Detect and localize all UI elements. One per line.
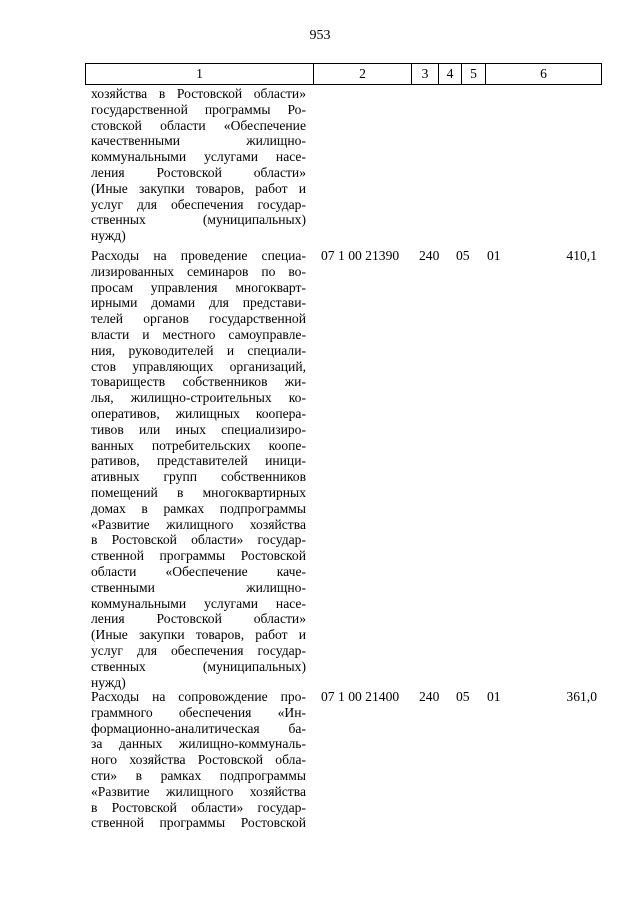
cell-expense-type: 240 [419,689,440,704]
text-line: Расходы на проведение специа- [91,248,306,263]
text-line: ственных (муниципальных) [91,658,306,674]
text-line: хозяйства в Ростовской области» [91,86,306,101]
text-line: государственной программы Ро- [91,101,306,117]
cell-subsection: 01 [487,248,501,263]
text-line: тивов или иных специализиро- [91,421,306,437]
text-line: (Иные закупки товаров, работ и [91,627,306,643]
text-line: качественными жилищно- [91,133,306,149]
text-line: граммного обеспечения «Ин- [91,704,306,720]
text-line: ирными домами для представи- [91,295,306,311]
row-description [91,689,306,831]
cell-sum: 361,0 [566,689,597,704]
text-line: (Иные закупки товаров, работ и [91,180,306,196]
table-header [85,63,602,85]
cell-section: 05 [456,248,470,263]
text-line: ственной программы Ростовской [91,548,306,564]
text-line: лья, жилищно-строительных ко- [91,390,306,406]
header-col-3: 3 [421,66,429,81]
text-line: власти и местного самоуправле- [91,326,306,342]
text-line: ления Ростовской области» [91,164,306,180]
text-line: ственными жилищно- [91,579,306,595]
row-description [91,248,306,690]
text-line: ления Ростовской области» [91,611,306,627]
text-line: в Ростовской области» государ- [91,532,306,548]
text-line: помещений в многоквартирных [91,484,306,500]
text-line: нужд) [91,228,126,244]
text-line: в Ростовской области» государ- [91,799,306,815]
header-col-6: 6 [540,66,547,81]
header-col-4: 4 [446,66,454,81]
cell-target-code: 07 1 00 21390 [321,248,400,263]
page-number: 953 [309,28,331,43]
text-line: ативных групп собственников [91,469,306,485]
text-line: ственных (муниципальных) [91,212,306,228]
cell-sum: 410,1 [566,248,597,263]
cell-expense-type: 240 [419,248,440,263]
text-line: коммунальными услугами насе- [91,149,306,165]
text-line: нужд) [91,674,126,690]
text-line: услуг для обеспечения государ- [91,196,306,212]
text-line: за данных жилищно-коммуналь- [91,736,306,752]
text-line: формационно-аналитическая ба- [91,720,306,736]
text-line: стов управляющих организаций, [91,358,306,374]
text-line: ния, руководителей и специали- [91,342,306,358]
text-line: «Развитие жилищного хозяйства [91,516,306,532]
text-line: ного хозяйства Ростовской обла- [91,752,306,768]
text-line: стовской области «Обеспечение [91,117,306,133]
header-col-2: 2 [359,66,366,81]
text-line: Расходы на сопровождение про- [91,689,306,704]
row-description [91,86,306,244]
text-line: сти» в рамках подпрограммы [91,767,306,783]
header-col-5: 5 [470,66,477,81]
text-line: услуг для обеспечения государ- [91,642,306,658]
text-line: ственной программы Ростовской [91,815,306,831]
text-line: коммунальными услугами насе- [91,595,306,611]
cell-target-code: 07 1 00 21400 [321,689,400,704]
cell-subsection: 01 [487,689,501,704]
text-line: ванных потребительских коопе- [91,437,306,453]
text-line: области «Обеспечение каче- [91,563,306,579]
text-line: телей органов государственной [91,311,306,327]
text-line: лизированных семинаров по во- [91,263,306,279]
text-line: ративов, представителей иници- [91,453,306,469]
text-line: домах в рамках подпрограммы [91,500,306,516]
text-line: товариществ собственников жи- [91,374,306,390]
text-line: «Развитие жилищного хозяйства [91,783,306,799]
text-line: просам управления многокварт- [91,279,306,295]
cell-section: 05 [456,689,470,704]
header-col-1: 1 [196,66,203,81]
text-line: оперативов, жилищных коопера- [91,405,306,421]
